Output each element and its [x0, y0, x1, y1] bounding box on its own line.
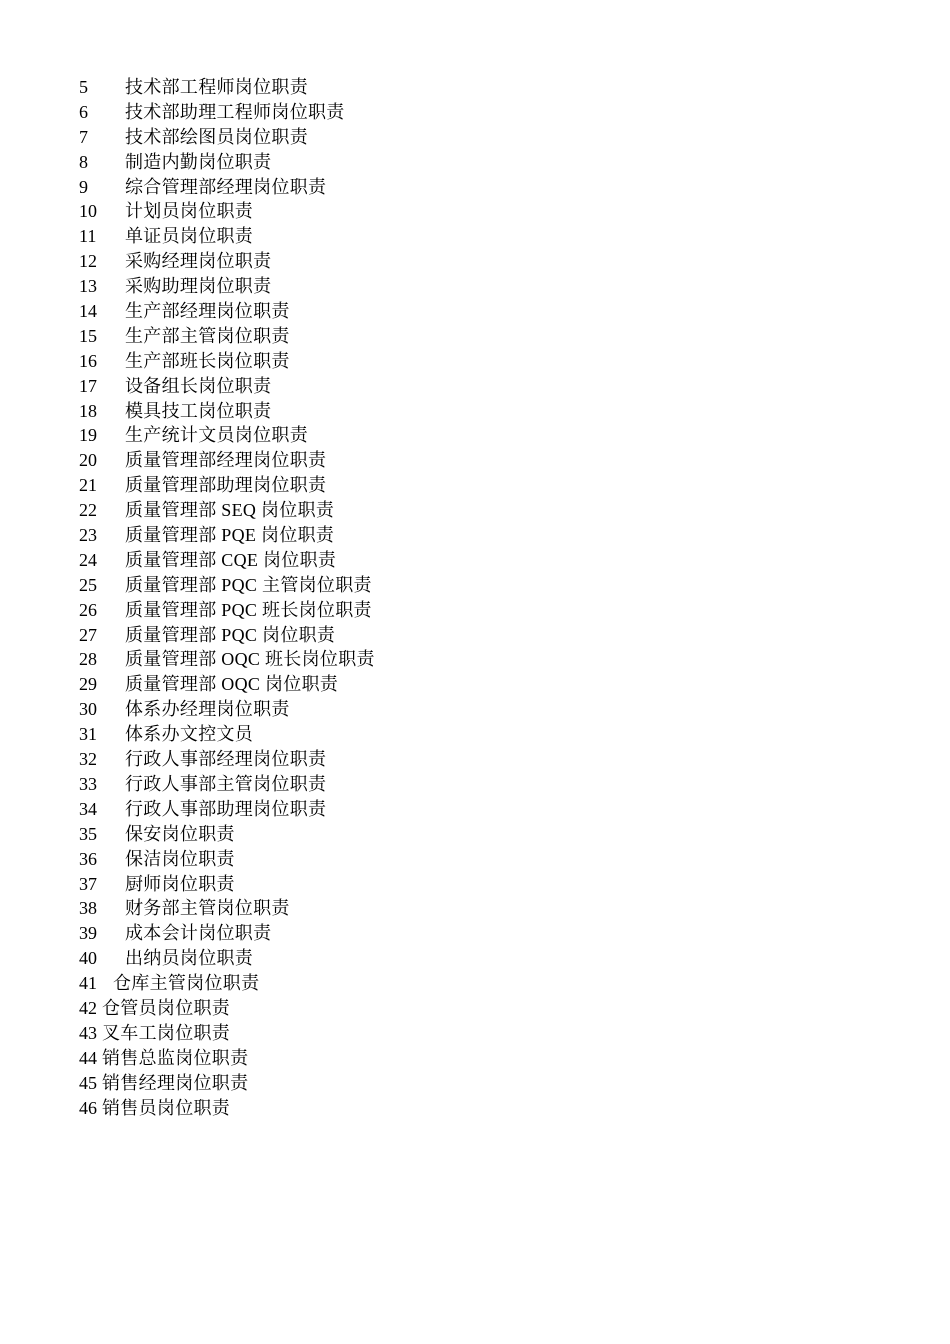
item-number: 36: [79, 848, 97, 869]
item-title: 采购经理岗位职责: [125, 251, 272, 272]
item-number: 27: [79, 624, 97, 645]
item-title: 财务部主管岗位职责: [125, 898, 290, 919]
list-item: [79, 399, 375, 424]
item-number: 14: [79, 301, 97, 322]
item-title: 质量管理部经理岗位职责: [125, 450, 327, 471]
item-number: 45: [79, 1072, 97, 1093]
item-title: 计划员岗位职责: [125, 201, 254, 222]
list-item: [79, 473, 375, 498]
item-title: 行政人事部助理岗位职责: [125, 798, 327, 819]
list-item: [79, 125, 375, 150]
item-number: 30: [79, 699, 97, 720]
item-title: 质量管理部 PQE 岗位职责: [125, 525, 335, 546]
item-title: 行政人事部经理岗位职责: [125, 749, 327, 770]
list-item: [79, 623, 375, 648]
item-number: 11: [79, 226, 97, 247]
item-title: 厨师岗位职责: [125, 873, 235, 894]
list-item: [79, 150, 375, 175]
item-number: 32: [79, 749, 97, 770]
item-title: 保洁岗位职责: [125, 848, 235, 869]
item-title: 仓库主管岗位职责: [113, 973, 260, 994]
item-title: 成本会计岗位职责: [125, 923, 272, 944]
item-title: 模具技工岗位职责: [125, 400, 272, 421]
list-item: [79, 896, 375, 921]
item-title: 体系办文控文员: [125, 724, 254, 745]
list-item: [79, 722, 375, 747]
item-number: 24: [79, 549, 97, 570]
list-item: [79, 647, 375, 672]
list-item: [79, 672, 375, 697]
item-number: 13: [79, 276, 97, 297]
item-number: 7: [79, 126, 88, 147]
item-title: 质量管理部 OQC 班长岗位职责: [125, 649, 375, 670]
item-title: 销售总监岗位职责: [102, 1047, 249, 1068]
list-item: [79, 573, 375, 598]
item-number: 40: [79, 948, 97, 969]
list-item: [79, 772, 375, 797]
item-title: 仓管员岗位职责: [102, 997, 231, 1018]
item-title: 生产统计文员岗位职责: [125, 425, 308, 446]
item-number: 35: [79, 823, 97, 844]
list-item: [79, 921, 375, 946]
list-item: [79, 100, 375, 125]
list-item: [79, 1096, 375, 1121]
item-number: 8: [79, 151, 88, 172]
item-number: 19: [79, 425, 97, 446]
item-title: 单证员岗位职责: [125, 226, 254, 247]
item-number: 44: [79, 1047, 97, 1068]
list-item: [79, 199, 375, 224]
item-number: 12: [79, 251, 97, 272]
item-number: 9: [79, 176, 88, 197]
list-item: [79, 299, 375, 324]
item-title: 质量管理部 PQC 主管岗位职责: [125, 574, 372, 595]
item-title: 质量管理部 CQE 岗位职责: [125, 549, 337, 570]
item-title: 生产部主管岗位职责: [125, 325, 290, 346]
item-number: 41: [79, 973, 97, 994]
item-number: 5: [79, 77, 88, 97]
item-title: 叉车工岗位职责: [102, 1022, 231, 1043]
item-title: 质量管理部 OQC 岗位职责: [125, 674, 339, 695]
item-number: 28: [79, 649, 97, 670]
item-title: 技术部绘图员岗位职责: [125, 126, 308, 147]
item-number: 37: [79, 873, 97, 894]
list-item: [79, 996, 375, 1021]
list-item: [79, 175, 375, 200]
list-item: [79, 423, 375, 448]
item-number: 15: [79, 325, 97, 346]
item-title: 生产部班长岗位职责: [125, 350, 290, 371]
item-title: 质量管理部 PQC 岗位职责: [125, 624, 336, 645]
list-item: [79, 523, 375, 548]
item-title: 设备组长岗位职责: [125, 375, 272, 396]
item-number: 22: [79, 500, 97, 521]
item-title: 质量管理部 PQC 班长岗位职责: [125, 599, 372, 620]
item-number: 42: [79, 997, 97, 1018]
list-item: [79, 1021, 375, 1046]
item-title: 销售员岗位职责: [102, 1097, 231, 1118]
list-item: [79, 747, 375, 772]
item-number: 38: [79, 898, 97, 919]
list-item: [79, 75, 375, 100]
item-number: 31: [79, 724, 97, 745]
item-title: 采购助理岗位职责: [125, 276, 272, 297]
item-title: 行政人事部主管岗位职责: [125, 773, 327, 794]
item-title: 技术部工程师岗位职责: [125, 77, 308, 97]
item-number: 46: [79, 1097, 97, 1118]
list-item: [79, 797, 375, 822]
item-title: 综合管理部经理岗位职责: [125, 176, 327, 197]
list-item: [79, 249, 375, 274]
item-title: 制造内勤岗位职责: [125, 151, 272, 172]
item-number: 43: [79, 1022, 97, 1043]
list-item: [79, 697, 375, 722]
item-number: 10: [79, 201, 97, 222]
item-number: 39: [79, 923, 97, 944]
item-number: 26: [79, 599, 97, 620]
item-title: 体系办经理岗位职责: [125, 699, 290, 720]
list-item: [79, 498, 375, 523]
list-item: [79, 349, 375, 374]
item-title: 生产部经理岗位职责: [125, 301, 290, 322]
list-item: [79, 548, 375, 573]
toc-list: [79, 75, 375, 1120]
item-title: 质量管理部 SEQ 岗位职责: [125, 500, 335, 521]
item-title: 保安岗位职责: [125, 823, 235, 844]
list-item: [79, 374, 375, 399]
item-number: 6: [79, 101, 88, 122]
item-number: 23: [79, 525, 97, 546]
list-item: [79, 1071, 375, 1096]
list-item: [79, 324, 375, 349]
list-item: [79, 598, 375, 623]
item-number: 33: [79, 773, 97, 794]
list-item: [79, 847, 375, 872]
item-number: 34: [79, 798, 97, 819]
item-number: 18: [79, 400, 97, 421]
list-item: [79, 822, 375, 847]
item-number: 29: [79, 674, 97, 695]
list-item: [79, 1046, 375, 1071]
item-number: 21: [79, 475, 97, 496]
item-number: 17: [79, 375, 97, 396]
list-item: [79, 448, 375, 473]
item-title: 出纳员岗位职责: [125, 948, 254, 969]
item-number: 25: [79, 574, 97, 595]
item-number: 16: [79, 350, 97, 371]
list-item: [79, 971, 375, 996]
item-number: 20: [79, 450, 97, 471]
list-item: [79, 872, 375, 897]
item-title: 质量管理部助理岗位职责: [125, 475, 327, 496]
item-title: 销售经理岗位职责: [102, 1072, 249, 1093]
list-item: [79, 946, 375, 971]
list-item: [79, 274, 375, 299]
list-item: [79, 224, 375, 249]
item-title: 技术部助理工程师岗位职责: [125, 101, 345, 122]
